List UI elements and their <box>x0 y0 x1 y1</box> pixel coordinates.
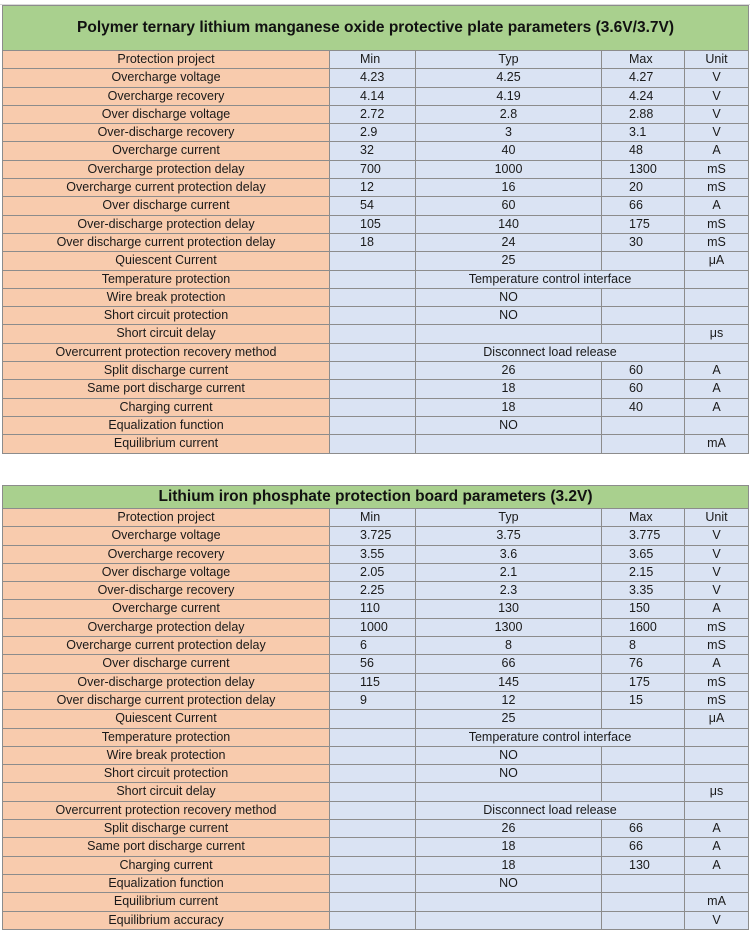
table-row <box>3 911 749 929</box>
max-cell: 48 <box>602 142 685 160</box>
param-name-cell: Temperature protection <box>3 728 330 746</box>
param-name-cell: Split discharge current <box>3 362 330 380</box>
table-row <box>3 270 749 288</box>
max-cell <box>602 783 685 801</box>
min-cell <box>330 728 416 746</box>
param-name-cell: Overcharge current protection delay <box>3 637 330 655</box>
max-cell: 3.35 <box>602 582 685 600</box>
min-cell <box>330 343 416 361</box>
param-name-cell: Charging current <box>3 398 330 416</box>
max-cell: 2.88 <box>602 105 685 123</box>
min-cell <box>330 380 416 398</box>
min-cell <box>330 746 416 764</box>
table-header-row <box>3 509 749 527</box>
typ-cell: Temperature control interface <box>416 728 685 746</box>
unit-cell: V <box>685 545 749 563</box>
table-row <box>3 343 749 361</box>
min-cell <box>330 325 416 343</box>
param-name-cell: Short circuit delay <box>3 325 330 343</box>
unit-cell: μs <box>685 325 749 343</box>
typ-cell: 8 <box>416 637 602 655</box>
param-name-cell: Overcharge current protection delay <box>3 179 330 197</box>
typ-cell: 140 <box>416 215 602 233</box>
max-cell <box>602 710 685 728</box>
param-name-cell: Equilibrium current <box>3 893 330 911</box>
min-cell: 3.55 <box>330 545 416 563</box>
typ-cell: 2.8 <box>416 105 602 123</box>
param-name-cell: Over discharge current <box>3 197 330 215</box>
max-cell: 60 <box>602 362 685 380</box>
unit-cell: A <box>685 398 749 416</box>
typ-cell: 2.3 <box>416 582 602 600</box>
table-row <box>3 728 749 746</box>
param-name-cell: Over discharge current protection delay <box>3 691 330 709</box>
table-row <box>3 380 749 398</box>
table-row <box>3 435 749 453</box>
typ-cell: 3.6 <box>416 545 602 563</box>
typ-cell: 1000 <box>416 160 602 178</box>
unit-cell <box>685 765 749 783</box>
param-name-cell: Equalization function <box>3 874 330 892</box>
min-cell: 1000 <box>330 618 416 636</box>
min-cell <box>330 435 416 453</box>
unit-cell: mS <box>685 637 749 655</box>
table-title: Polymer ternary lithium manganese oxide protective plate parameters (3.6V/3.7V) <box>3 6 749 51</box>
table-row <box>3 783 749 801</box>
table-row <box>3 160 749 178</box>
max-cell <box>602 252 685 270</box>
max-cell <box>602 765 685 783</box>
min-cell: 2.9 <box>330 124 416 142</box>
typ-cell <box>416 893 602 911</box>
param-name-cell: Over discharge current protection delay <box>3 233 330 251</box>
min-cell <box>330 801 416 819</box>
typ-cell: 18 <box>416 856 602 874</box>
unit-cell: mS <box>685 179 749 197</box>
typ-cell: 25 <box>416 710 602 728</box>
header-protection-project: Protection project <box>3 51 330 69</box>
unit-cell: μA <box>685 252 749 270</box>
min-cell <box>330 765 416 783</box>
max-cell <box>602 874 685 892</box>
min-cell: 56 <box>330 655 416 673</box>
max-cell: 130 <box>602 856 685 874</box>
param-name-cell: Over discharge voltage <box>3 105 330 123</box>
param-name-cell: Short circuit protection <box>3 307 330 325</box>
table-row <box>3 288 749 306</box>
lithium-iron-phosphate-parameters-table <box>2 485 749 930</box>
typ-cell: 145 <box>416 673 602 691</box>
table-row <box>3 820 749 838</box>
table-row <box>3 252 749 270</box>
max-cell: 66 <box>602 838 685 856</box>
param-name-cell: Overcharge current <box>3 600 330 618</box>
typ-cell: 60 <box>416 197 602 215</box>
typ-cell: 26 <box>416 820 602 838</box>
unit-cell: V <box>685 124 749 142</box>
unit-cell: A <box>685 197 749 215</box>
max-cell: 40 <box>602 398 685 416</box>
param-name-cell: Wire break protection <box>3 288 330 306</box>
table-title-row <box>3 6 749 51</box>
param-name-cell: Overcharge voltage <box>3 69 330 87</box>
header-protection-project: Protection project <box>3 509 330 527</box>
min-cell: 32 <box>330 142 416 160</box>
unit-cell <box>685 416 749 434</box>
min-cell: 2.05 <box>330 563 416 581</box>
table-row <box>3 87 749 105</box>
max-cell: 2.15 <box>602 563 685 581</box>
table-row <box>3 179 749 197</box>
typ-cell: 4.19 <box>416 87 602 105</box>
max-cell: 3.775 <box>602 527 685 545</box>
unit-cell <box>685 728 749 746</box>
min-cell: 54 <box>330 197 416 215</box>
max-cell: 60 <box>602 380 685 398</box>
table-header-row <box>3 51 749 69</box>
param-name-cell: Overcharge recovery <box>3 545 330 563</box>
typ-cell: 3 <box>416 124 602 142</box>
max-cell <box>602 288 685 306</box>
table-row <box>3 801 749 819</box>
max-cell <box>602 911 685 929</box>
min-cell <box>330 270 416 288</box>
unit-cell: A <box>685 600 749 618</box>
unit-cell <box>685 801 749 819</box>
table-row <box>3 618 749 636</box>
param-name-cell: Quiescent Current <box>3 710 330 728</box>
max-cell: 175 <box>602 215 685 233</box>
typ-cell: 25 <box>416 252 602 270</box>
unit-cell: mA <box>685 435 749 453</box>
unit-cell: μA <box>685 710 749 728</box>
unit-cell: mS <box>685 618 749 636</box>
typ-cell: NO <box>416 416 602 434</box>
param-name-cell: Over discharge voltage <box>3 563 330 581</box>
unit-cell: μs <box>685 783 749 801</box>
min-cell: 12 <box>330 179 416 197</box>
typ-cell: 130 <box>416 600 602 618</box>
param-name-cell: Overcharge voltage <box>3 527 330 545</box>
min-cell <box>330 307 416 325</box>
header-max: Max <box>602 51 685 69</box>
typ-cell: 26 <box>416 362 602 380</box>
typ-cell: 4.25 <box>416 69 602 87</box>
header-min: Min <box>330 51 416 69</box>
table-row <box>3 600 749 618</box>
min-cell <box>330 911 416 929</box>
min-cell <box>330 820 416 838</box>
min-cell <box>330 838 416 856</box>
unit-cell <box>685 746 749 764</box>
min-cell <box>330 783 416 801</box>
max-cell: 3.65 <box>602 545 685 563</box>
header-max: Max <box>602 509 685 527</box>
typ-cell: NO <box>416 874 602 892</box>
table-row <box>3 142 749 160</box>
header-typ: Typ <box>416 51 602 69</box>
table-row <box>3 582 749 600</box>
min-cell: 6 <box>330 637 416 655</box>
max-cell: 30 <box>602 233 685 251</box>
max-cell <box>602 435 685 453</box>
max-cell: 3.1 <box>602 124 685 142</box>
min-cell: 2.25 <box>330 582 416 600</box>
unit-cell: mS <box>685 215 749 233</box>
param-name-cell: Same port discharge current <box>3 380 330 398</box>
unit-cell: A <box>685 856 749 874</box>
table-row <box>3 325 749 343</box>
table-row <box>3 215 749 233</box>
typ-cell <box>416 325 602 343</box>
param-name-cell: Overcharge protection delay <box>3 160 330 178</box>
table-row <box>3 637 749 655</box>
table-row <box>3 545 749 563</box>
typ-cell: NO <box>416 746 602 764</box>
unit-cell: mS <box>685 160 749 178</box>
param-name-cell: Equalization function <box>3 416 330 434</box>
lithium-manganese-parameters-table <box>2 5 749 454</box>
min-cell <box>330 874 416 892</box>
min-cell: 700 <box>330 160 416 178</box>
param-name-cell: Overcurrent protection recovery method <box>3 801 330 819</box>
param-name-cell: Overcharge recovery <box>3 87 330 105</box>
min-cell: 105 <box>330 215 416 233</box>
table-row <box>3 563 749 581</box>
max-cell: 150 <box>602 600 685 618</box>
table-row <box>3 197 749 215</box>
max-cell: 8 <box>602 637 685 655</box>
table-row <box>3 673 749 691</box>
typ-cell: 24 <box>416 233 602 251</box>
param-name-cell: Equilibrium current <box>3 435 330 453</box>
typ-cell: NO <box>416 307 602 325</box>
table-row <box>3 124 749 142</box>
param-name-cell: Over discharge current <box>3 655 330 673</box>
param-name-cell: Over-discharge recovery <box>3 124 330 142</box>
max-cell: 15 <box>602 691 685 709</box>
min-cell: 2.72 <box>330 105 416 123</box>
table-row <box>3 398 749 416</box>
param-name-cell: Split discharge current <box>3 820 330 838</box>
header-typ: Typ <box>416 509 602 527</box>
max-cell: 1300 <box>602 160 685 178</box>
header-min: Min <box>330 509 416 527</box>
table-row <box>3 765 749 783</box>
typ-cell: 18 <box>416 838 602 856</box>
table-row <box>3 233 749 251</box>
param-name-cell: Quiescent Current <box>3 252 330 270</box>
typ-cell: 66 <box>416 655 602 673</box>
param-name-cell: Short circuit delay <box>3 783 330 801</box>
unit-cell <box>685 874 749 892</box>
typ-cell: 18 <box>416 380 602 398</box>
unit-cell: V <box>685 527 749 545</box>
table-row <box>3 893 749 911</box>
unit-cell: A <box>685 820 749 838</box>
typ-cell <box>416 435 602 453</box>
typ-cell: Temperature control interface <box>416 270 685 288</box>
typ-cell: 18 <box>416 398 602 416</box>
unit-cell: mA <box>685 893 749 911</box>
min-cell: 3.725 <box>330 527 416 545</box>
param-name-cell: Overcharge current <box>3 142 330 160</box>
max-cell <box>602 307 685 325</box>
max-cell: 1600 <box>602 618 685 636</box>
param-name-cell: Overcharge protection delay <box>3 618 330 636</box>
max-cell <box>602 325 685 343</box>
param-name-cell: Same port discharge current <box>3 838 330 856</box>
typ-cell: 12 <box>416 691 602 709</box>
max-cell: 66 <box>602 820 685 838</box>
table-row <box>3 838 749 856</box>
min-cell <box>330 710 416 728</box>
table-row <box>3 874 749 892</box>
param-name-cell: Short circuit protection <box>3 765 330 783</box>
max-cell: 4.27 <box>602 69 685 87</box>
table-row <box>3 362 749 380</box>
unit-cell: A <box>685 142 749 160</box>
typ-cell: 40 <box>416 142 602 160</box>
max-cell: 66 <box>602 197 685 215</box>
unit-cell <box>685 343 749 361</box>
typ-cell: 1300 <box>416 618 602 636</box>
unit-cell <box>685 307 749 325</box>
unit-cell: V <box>685 582 749 600</box>
param-name-cell: Charging current <box>3 856 330 874</box>
unit-cell: V <box>685 105 749 123</box>
max-cell: 4.24 <box>602 87 685 105</box>
param-name-cell: Over-discharge protection delay <box>3 215 330 233</box>
table-title-row <box>3 486 749 509</box>
unit-cell: mS <box>685 691 749 709</box>
min-cell: 9 <box>330 691 416 709</box>
param-name-cell: Over-discharge recovery <box>3 582 330 600</box>
table-row <box>3 691 749 709</box>
unit-cell: V <box>685 911 749 929</box>
min-cell <box>330 856 416 874</box>
table-title: Lithium iron phosphate protection board parameters (3.2V) <box>3 486 749 509</box>
param-name-cell: Temperature protection <box>3 270 330 288</box>
typ-cell <box>416 783 602 801</box>
unit-cell: A <box>685 362 749 380</box>
typ-cell: Disconnect load release <box>416 801 685 819</box>
min-cell: 110 <box>330 600 416 618</box>
min-cell <box>330 252 416 270</box>
table-row <box>3 746 749 764</box>
table-row <box>3 856 749 874</box>
table-row <box>3 105 749 123</box>
param-name-cell: Wire break protection <box>3 746 330 764</box>
min-cell <box>330 893 416 911</box>
unit-cell <box>685 288 749 306</box>
typ-cell: 3.75 <box>416 527 602 545</box>
min-cell <box>330 362 416 380</box>
table-row <box>3 69 749 87</box>
typ-cell: Disconnect load release <box>416 343 685 361</box>
unit-cell: V <box>685 87 749 105</box>
unit-cell: A <box>685 655 749 673</box>
param-name-cell: Over-discharge protection delay <box>3 673 330 691</box>
param-name-cell: Overcurrent protection recovery method <box>3 343 330 361</box>
table-row <box>3 307 749 325</box>
header-unit: Unit <box>685 509 749 527</box>
unit-cell: A <box>685 838 749 856</box>
min-cell <box>330 416 416 434</box>
min-cell <box>330 288 416 306</box>
min-cell <box>330 398 416 416</box>
max-cell: 20 <box>602 179 685 197</box>
typ-cell: 16 <box>416 179 602 197</box>
max-cell <box>602 416 685 434</box>
header-unit: Unit <box>685 51 749 69</box>
table-row <box>3 527 749 545</box>
max-cell <box>602 746 685 764</box>
typ-cell <box>416 911 602 929</box>
min-cell: 4.23 <box>330 69 416 87</box>
param-name-cell: Equilibrium accuracy <box>3 911 330 929</box>
unit-cell: V <box>685 563 749 581</box>
unit-cell: A <box>685 380 749 398</box>
unit-cell: mS <box>685 233 749 251</box>
typ-cell: 2.1 <box>416 563 602 581</box>
table-row <box>3 416 749 434</box>
min-cell: 18 <box>330 233 416 251</box>
min-cell: 115 <box>330 673 416 691</box>
typ-cell: NO <box>416 288 602 306</box>
min-cell: 4.14 <box>330 87 416 105</box>
unit-cell: mS <box>685 673 749 691</box>
unit-cell: V <box>685 69 749 87</box>
max-cell: 175 <box>602 673 685 691</box>
table-row <box>3 710 749 728</box>
max-cell: 76 <box>602 655 685 673</box>
table-row <box>3 655 749 673</box>
unit-cell <box>685 270 749 288</box>
max-cell <box>602 893 685 911</box>
typ-cell: NO <box>416 765 602 783</box>
